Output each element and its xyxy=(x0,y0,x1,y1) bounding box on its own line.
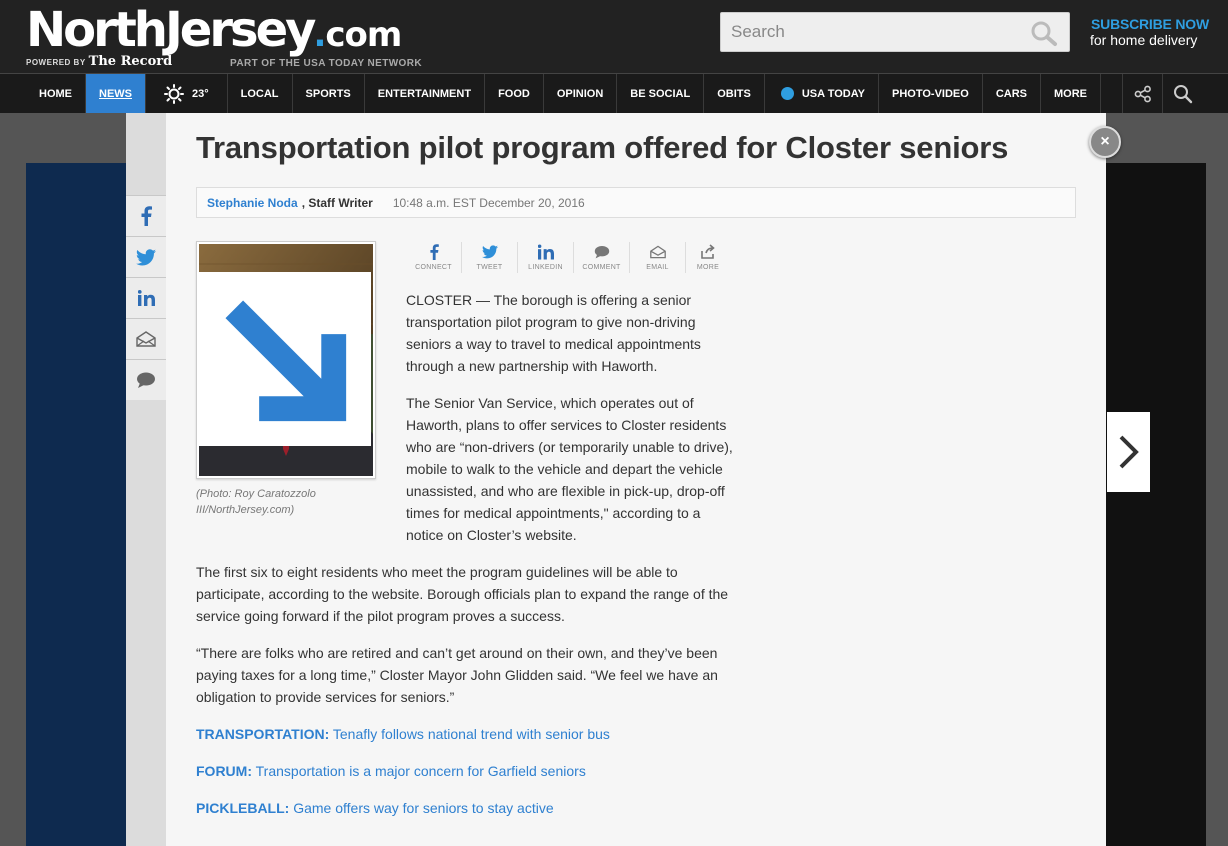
share-comment-button[interactable]: COMMENT xyxy=(574,242,630,273)
share-more-button[interactable]: MORE xyxy=(686,242,730,273)
share-linkedin-button[interactable]: LINKEDIN xyxy=(518,242,574,273)
photo-float-spacer xyxy=(196,289,406,539)
comment-icon xyxy=(136,371,156,389)
related-kicker: FORUM: xyxy=(196,763,252,779)
share-network-icon[interactable] xyxy=(1122,74,1162,113)
nav-item-home[interactable]: HOME xyxy=(26,74,86,113)
comment-icon xyxy=(594,244,610,260)
right-ad-skin xyxy=(1106,163,1206,846)
article-body xyxy=(196,289,736,834)
email-icon xyxy=(136,331,156,347)
search-input[interactable] xyxy=(721,13,1021,51)
close-article-button[interactable]: × xyxy=(1089,126,1121,158)
the-record-logo: The Record xyxy=(88,54,173,69)
twitter-icon xyxy=(136,249,156,266)
linkedin-icon xyxy=(138,290,155,306)
site-header xyxy=(0,0,1228,73)
nav-item-sports[interactable]: SPORTS xyxy=(293,74,365,113)
share-email-button[interactable]: EMAIL xyxy=(630,242,686,273)
subscribe-subtitle: for home delivery xyxy=(1090,32,1198,48)
share-bar xyxy=(406,242,730,273)
nav-item-photo-video[interactable]: PHOTO-VIDEO xyxy=(879,74,983,113)
nav-item-opinion[interactable]: OPINION xyxy=(544,74,617,113)
rail-facebook-button[interactable] xyxy=(126,195,166,236)
paragraph: “There are folks who are retired and can’t get around on their own, and they’ve been paying taxes for a long time,” Closter Mayor John Glidden said. “We feel we have an obligation to provide services for seniors.” xyxy=(196,645,718,705)
related-link[interactable] xyxy=(196,760,736,782)
nav-item-obits[interactable]: OBITS xyxy=(704,74,765,113)
share-connect-button[interactable]: CONNECT xyxy=(406,242,462,273)
nav-item-news[interactable]: NEWS xyxy=(86,74,146,113)
author-role: , Staff Writer xyxy=(301,195,373,210)
nav-item-local[interactable]: LOCAL xyxy=(228,74,293,113)
next-article-button[interactable] xyxy=(1107,412,1150,492)
twitter-icon xyxy=(482,244,498,260)
rail-twitter-button[interactable] xyxy=(126,236,166,277)
weather-temp: 23° xyxy=(192,87,209,100)
share-rail xyxy=(126,195,166,400)
nav-weather[interactable] xyxy=(146,74,228,113)
related-link[interactable] xyxy=(196,797,736,819)
usa-today-dot-icon xyxy=(781,87,794,100)
paragraph: The first six to eight residents who meet the program guidelines will be able to participate, according to the website. Borough officials plan to expand the range of the service going forward if the pilot program proves a success. xyxy=(196,564,729,624)
main-nav xyxy=(0,73,1228,113)
nav-search-icon[interactable] xyxy=(1162,74,1202,113)
facebook-icon xyxy=(426,244,442,260)
search-icon[interactable] xyxy=(1029,19,1059,47)
author-link[interactable]: Stephanie Noda xyxy=(207,195,298,210)
subscribe-link[interactable] xyxy=(1090,16,1210,48)
rail-email-button[interactable] xyxy=(126,318,166,359)
nav-item-be-social[interactable]: BE SOCIAL xyxy=(617,74,704,113)
nav-item-more[interactable]: MORE xyxy=(1041,74,1101,113)
share-arrow-icon xyxy=(700,244,716,260)
linkedin-icon xyxy=(538,244,554,260)
sun-icon xyxy=(164,84,184,104)
nav-item-food[interactable]: FOOD xyxy=(485,74,544,113)
site-logo[interactable]: NorthJersey.com xyxy=(26,2,402,58)
rail-linkedin-button[interactable] xyxy=(126,277,166,318)
nav-item-entertainment[interactable]: ENTERTAINMENT xyxy=(365,74,485,113)
network-tagline: PART OF THE USA TODAY NETWORK xyxy=(230,58,422,69)
share-tweet-button[interactable]: TWEET xyxy=(462,242,518,273)
related-link[interactable] xyxy=(196,723,736,745)
search-box xyxy=(720,12,1070,52)
rail-comment-button[interactable] xyxy=(126,359,166,400)
email-icon xyxy=(650,244,666,260)
facebook-icon xyxy=(139,206,153,226)
photo-caption: (Photo: Roy Caratozzolo III/NorthJersey.com) xyxy=(196,488,316,516)
paragraph: The Senior Van Service, which operates out of Haworth, plans to offer services to Closter residents who are “non-drivers (or temporarily unable to drive), mobile to walk to the vehicle and depart the vehicle unassisted, and who are flexible in pick-up, drop-off times for medical appointments," according to a notice on Closter’s website. xyxy=(406,395,733,543)
related-title[interactable]: Transportation is a major concern for Garfield seniors xyxy=(255,763,586,779)
related-kicker: TRANSPORTATION: xyxy=(196,726,330,742)
related-kicker: PICKLEBALL: xyxy=(196,800,290,816)
byline xyxy=(196,187,1076,218)
chevron-right-icon xyxy=(1118,434,1140,470)
powered-by: POWERED BY The Record xyxy=(26,54,173,69)
subscribe-title: SUBSCRIBE NOW xyxy=(1091,16,1209,32)
article-panel xyxy=(166,113,1106,846)
nav-item-cars[interactable]: CARS xyxy=(983,74,1041,113)
related-title[interactable]: Game offers way for seniors to stay active xyxy=(293,800,554,816)
nav-item-usa-today[interactable]: USA TODAY xyxy=(765,74,879,113)
left-ad-skin xyxy=(26,163,126,846)
article-headline: Transportation pilot program offered for Closter seniors xyxy=(196,130,1009,165)
related-title[interactable]: Tenafly follows national trend with senior bus xyxy=(332,726,610,742)
paragraph: CLOSTER — The borough is offering a senior transportation pilot program to give non-driving seniors a way to travel to medical appointments through a new partnership with Haworth. xyxy=(406,292,701,374)
article-timestamp: 10:48 a.m. EST December 20, 2016 xyxy=(392,195,585,210)
